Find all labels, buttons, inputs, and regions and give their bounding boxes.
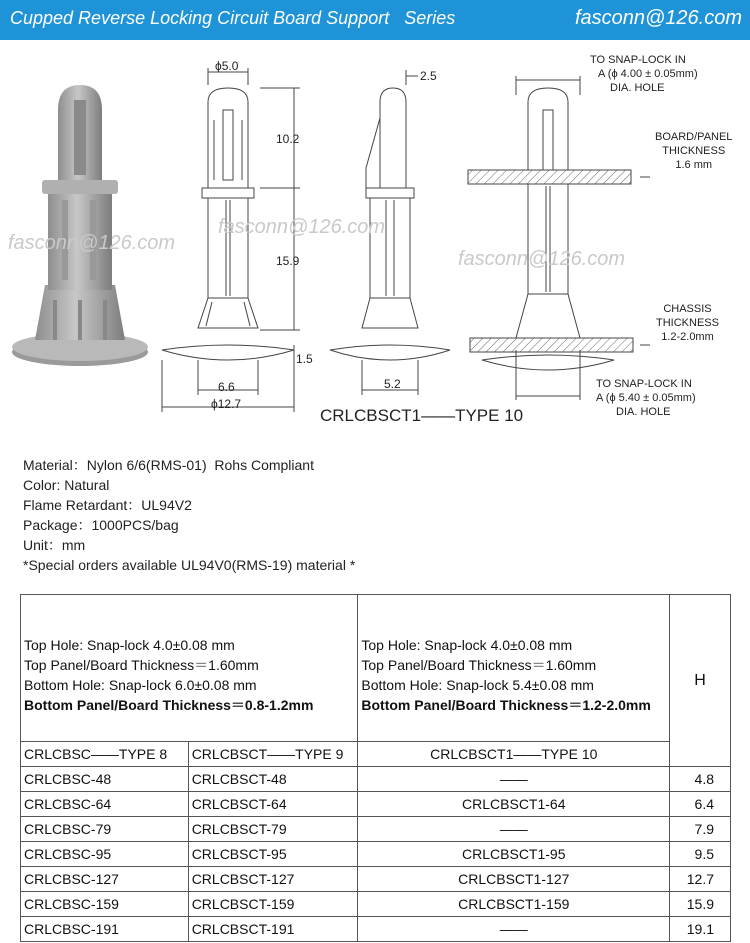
dim-d25: 2.5 [420,69,437,83]
h-value: 6.4 [670,792,731,817]
table-row [21,867,731,892]
header-line: Bottom Hole: Snap-lock 6.0±0.08 mm [24,677,257,693]
note-chassis [656,302,719,344]
right-header-cell [358,595,670,742]
table-row [21,767,731,792]
note-line: 1.2-2.0mm [661,331,714,343]
note-bottom-snap [596,377,696,419]
dim-d50: ϕ5.0 [215,59,239,73]
parts-table [20,594,731,942]
part-number: CRLCBSCT-79 [188,817,358,842]
part-number: CRLCBSCT-64 [188,792,358,817]
header-line: Bottom Panel/Board Thickness＝0.8-1.2mm [24,697,314,713]
watermark: fasconn@126.com [8,232,176,254]
header-line: Top Panel/Board Thickness＝1.60mm [24,657,259,673]
table-header-row [21,595,731,742]
part-number: CRLCBSCT-159 [188,892,358,917]
type-label: CRLCBSC——TYPE 8 [21,742,189,767]
part-number: CRLCBSCT-191 [188,917,358,942]
note-line: 1.6 mm [675,159,713,171]
note-line: DIA. HOLE [610,82,665,94]
dim-d127: ϕ12.7 [211,397,242,411]
part-number: CRLCBSCT1-95 [358,842,670,867]
note-line: TO SNAP-LOCK IN [590,54,686,66]
part-number: CRLCBSCT-95 [188,842,358,867]
part-number: CRLCBSC-95 [21,842,189,867]
product-render [12,85,148,366]
type-label: CRLCBSCT1——TYPE 10 [358,742,670,767]
watermark: fasconn@126.com [458,248,626,270]
part-number: CRLCBSC-159 [21,892,189,917]
table-row [21,792,731,817]
spec-line: Package：1000PCS/bag [23,517,179,533]
h-value: 4.8 [670,767,731,792]
note-line: THICKNESS [662,145,726,157]
table-row [21,917,731,942]
note-line: TO SNAP-LOCK IN [596,378,692,390]
type-label: CRLCBSCT——TYPE 9 [188,742,358,767]
note-line: THICKNESS [656,317,719,329]
note-board [655,130,732,172]
part-number: —— [358,917,670,942]
header-line: Top Panel/Board Thickness＝1.60mm [361,657,597,673]
part-number: CRLCBSC-127 [21,867,189,892]
table-row [21,842,731,867]
table-row [21,817,731,842]
note-line: A (ϕ 4.00 ± 0.05mm) [598,68,698,80]
part-number: CRLCBSC-191 [21,917,189,942]
watermark: fasconn@126.com [218,216,386,238]
part-number: CRLCBSCT1-64 [358,792,670,817]
page-title: Cupped Reverse Locking Circuit Board Support Series [10,8,456,28]
note-top-snap [590,53,698,95]
note-line: A (ϕ 5.40 ± 0.05mm) [596,392,696,404]
h-value: 9.5 [670,842,731,867]
note-line: DIA. HOLE [616,406,671,418]
dim-w52: 5.2 [384,377,401,391]
header-line: Top Hole: Snap-lock 4.0±0.08 mm [24,637,235,653]
part-number: CRLCBSCT1-159 [358,892,670,917]
technical-drawing [0,40,750,440]
dim-h15: 1.5 [296,352,313,366]
type-row [21,742,731,767]
dim-h159: 15.9 [276,254,300,268]
h-value: 12.7 [670,867,731,892]
part-number: CRLCBSC-64 [21,792,189,817]
spec-line: Material：Nylon 6/6(RMS-01) Rohs Compliant [23,457,314,473]
note-line: CHASSIS [663,303,712,315]
h-column-header: H [670,595,731,767]
spec-line: Flame Retardant：UL94V2 [23,497,192,513]
header-line: Bottom Panel/Board Thickness＝1.2-2.0mm [361,697,651,713]
header-line: Bottom Hole: Snap-lock 5.4±0.08 mm [361,677,594,693]
header-bar [0,0,750,40]
part-number: —— [358,817,670,842]
part-number: CRLCBSCT-127 [188,867,358,892]
h-value: 7.9 [670,817,731,842]
h-value: 15.9 [670,892,731,917]
part-number: —— [358,767,670,792]
header-line: Top Hole: Snap-lock 4.0±0.08 mm [361,637,573,653]
note-line: BOARD/PANEL [655,131,733,143]
spec-line: *Special orders available UL94V0(RMS-19) material * [23,557,356,573]
dim-w66: 6.6 [218,380,235,394]
drawing-caption: CRLCBSCT1——TYPE 10 [320,406,524,425]
part-number: CRLCBSCT1-127 [358,867,670,892]
table-row [21,892,731,917]
dim-h102: 10.2 [276,132,300,146]
part-number: CRLCBSC-48 [21,767,189,792]
part-number: CRLCBSCT-48 [188,767,358,792]
spec-line: Color: Natural [23,477,110,493]
spec-list [23,455,355,575]
front-view [162,68,300,412]
h-value: 19.1 [670,917,731,942]
spec-line: Unit：mm [23,537,86,553]
part-number: CRLCBSC-79 [21,817,189,842]
installed-view [468,76,650,400]
header-email: fasconn@126.com [574,7,742,29]
left-header-cell [21,595,358,742]
